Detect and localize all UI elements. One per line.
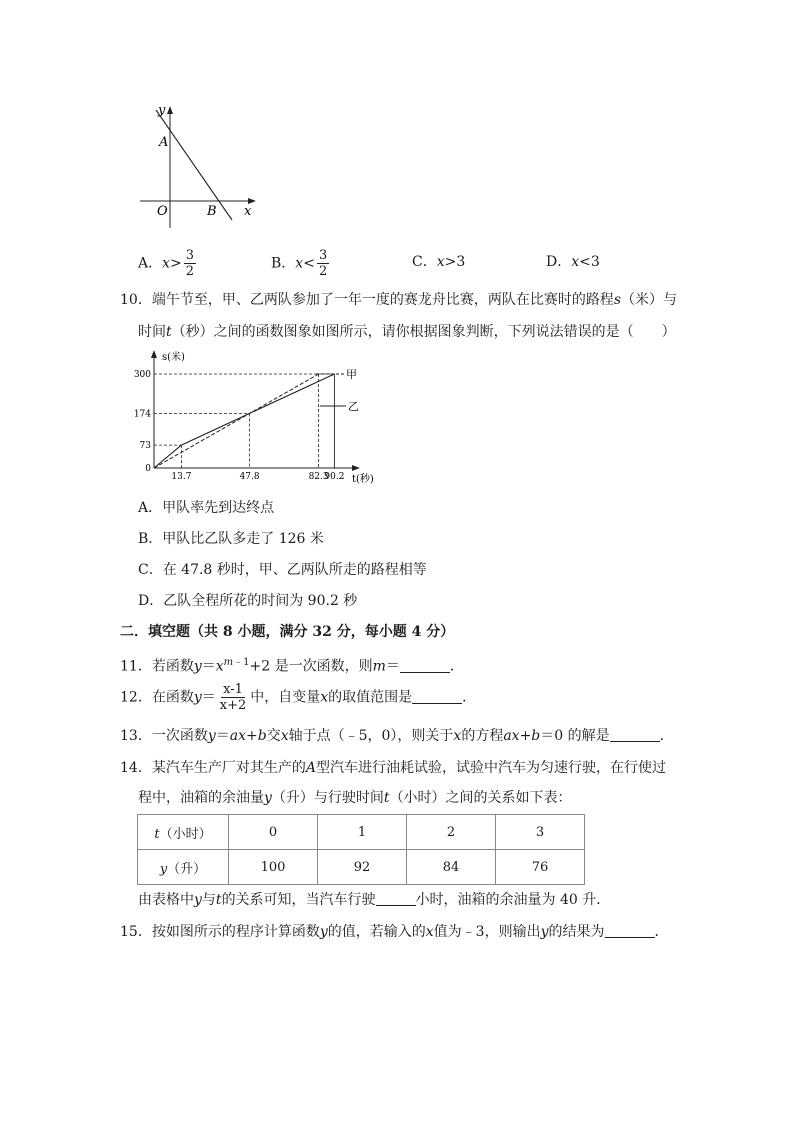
q10-option-b: B．甲队比乙队多走了 126 米 xyxy=(138,531,324,547)
q9-graph xyxy=(134,100,264,230)
q10-line1: 10．端午节至，甲、乙两队参加了一年一度的赛龙舟比赛，两队在比赛时的路程s（米）与 xyxy=(120,292,677,308)
q14-line2: 程中，油箱的余油量y（升）与行驶时间t（小时）之间的关系如下表： xyxy=(138,790,572,806)
table-row xyxy=(138,815,585,850)
q14-table xyxy=(137,814,585,885)
q11-answer-blank xyxy=(400,658,450,673)
table-header-cell: y（升） xyxy=(138,850,229,885)
q14-answer-blank xyxy=(376,891,416,906)
q10-option-a: A．甲队率先到达终点 xyxy=(138,500,275,516)
q15: 15．按如图所示的程序计算函数y的值，若输入的x值为﹣3，则输出y的结果为 ． xyxy=(120,924,669,940)
section2-title: 二．填空题（共 8 小题，满分 32 分，每小题 4 分） xyxy=(120,624,455,640)
q13-answer-blank xyxy=(610,727,660,742)
race-chart xyxy=(130,348,390,490)
x-tick-label: 47.8 xyxy=(239,472,260,482)
table-cell: 76 xyxy=(496,850,585,885)
chart-y-label: s(米) xyxy=(162,352,185,363)
q13: 13．一次函数y＝ax+b交x轴于点（﹣5，0），则关于x的方程ax+b＝0 的解是 ． xyxy=(120,728,674,744)
table-cell: 3 xyxy=(496,815,585,850)
y-tick-label: 300 xyxy=(133,370,151,380)
q10-line2: 时间t（秒）之间的函数图象如图所示，请你根据图象判断，下列说法错误的是（ ） xyxy=(138,324,676,340)
table-cell: 2 xyxy=(407,815,496,850)
x-tick-label: 13.7 xyxy=(171,472,192,482)
series-jia-line xyxy=(154,374,319,468)
table-cell: 1 xyxy=(318,815,407,850)
table-row xyxy=(138,850,585,885)
legend-spacer xyxy=(318,400,334,406)
q12: 12．在函数y＝ $\frac{x-1}{x+2}$ 中，自变量x的取值范围是 ． xyxy=(120,682,477,713)
x-tick-label: 82.3 xyxy=(308,472,329,482)
y-tick-label: 0 xyxy=(145,464,151,474)
graph9-label-x: x xyxy=(244,204,252,219)
y-tick-label: 174 xyxy=(133,409,151,420)
q10-option-d: D．乙队全程所花的时间为 90.2 秒 xyxy=(138,593,358,609)
table-cell: 0 xyxy=(229,815,318,850)
q15-answer-blank xyxy=(605,923,655,938)
legend-jia-label: 甲 xyxy=(346,368,357,381)
graph9-label-a: A xyxy=(159,135,169,150)
table-cell: 92 xyxy=(318,850,407,885)
graph9-label-o: O xyxy=(157,204,168,219)
q9-option-d: D．x<3 xyxy=(546,254,600,270)
chart-x-label: t(秒) xyxy=(352,474,374,485)
chart-x-arrow xyxy=(352,465,360,471)
graph9-label-b: B xyxy=(207,204,217,219)
table-cell: 84 xyxy=(407,850,496,885)
q9-option-c: C．x>3 xyxy=(412,254,466,270)
table-header-cell: t（小时） xyxy=(138,815,229,850)
q12-answer-blank xyxy=(412,689,462,704)
chart-y-arrow xyxy=(151,350,157,358)
q9-option-a: A．x> $\frac{3}{2}$ xyxy=(138,248,195,279)
q11: 11．若函数$y=x^{m﹣1}+2$ 是一次函数，则m＝ ． xyxy=(120,657,464,675)
legend-yi-label: 乙 xyxy=(348,400,359,413)
table-cell: 100 xyxy=(229,850,318,885)
y-tick-label: 73 xyxy=(139,441,151,452)
series-yi-line xyxy=(154,374,334,468)
x-tick-label: 90.2 xyxy=(324,472,345,482)
q9-option-b: B．x< $\frac{3}{2}$ xyxy=(271,248,328,279)
q14-line3: 由表格中y与t的关系可知，当汽车行驶 小时，油箱的余油量为 40 升． xyxy=(138,892,611,908)
q10-option-c: C．在 47.8 秒时，甲、乙两队所走的路程相等 xyxy=(138,562,427,578)
q14-line1: 14．某汽车生产厂对其生产的A型汽车进行油耗试验，试验中汽车为匀速行驶，在行使过 xyxy=(120,760,666,776)
graph9-label-y: y xyxy=(158,103,166,118)
